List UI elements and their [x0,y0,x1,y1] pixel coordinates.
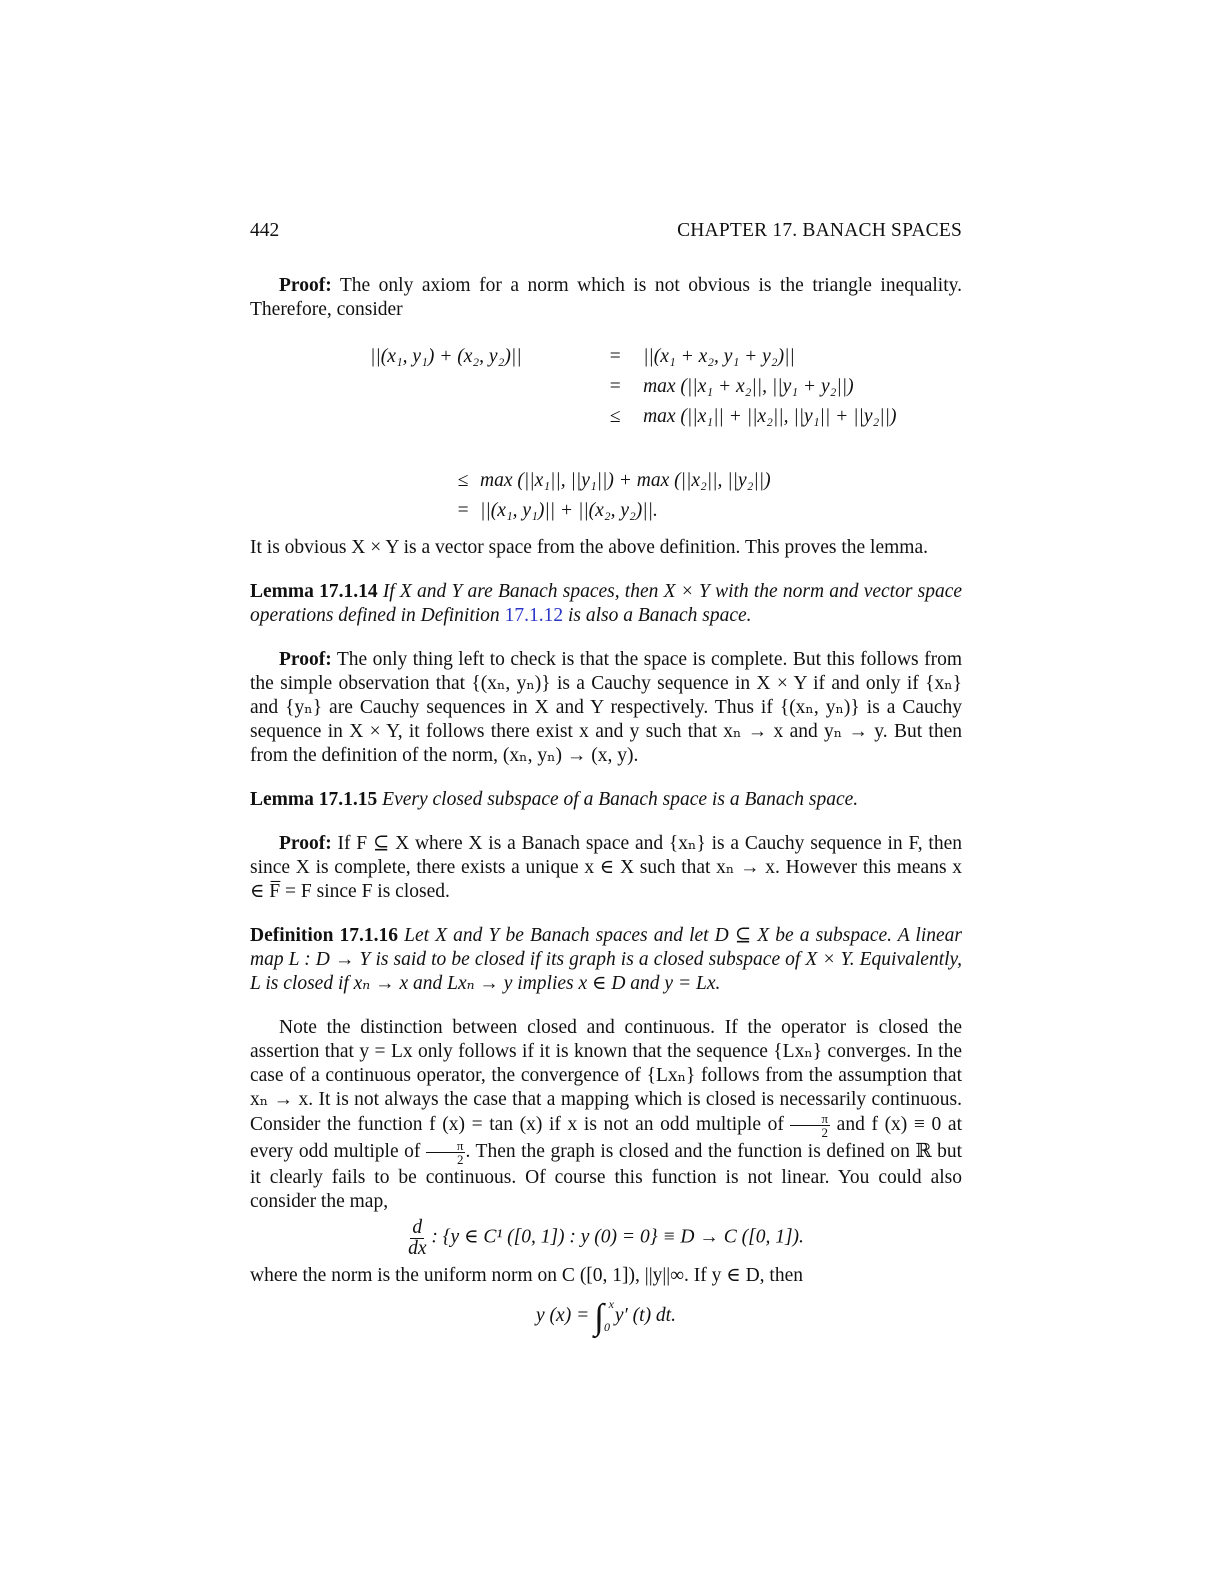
integral-lower: 0 [603,1319,610,1334]
lemma-text: Every closed subspace of a Banach space is a Banach space. [382,789,859,810]
lemma-17-1-14 [250,580,962,628]
proof-label: Proof: [279,833,332,854]
integral-lhs: y (x) = [536,1305,590,1326]
pi-over-two-fraction: $\frac{\pi}{2}$ [426,1139,466,1166]
eq1-lhs-1 [370,372,587,402]
eq2-rhs-0: max (||x₁||, ||y₁||) + max (||x₂||, ||y₂||) [480,470,771,491]
eq1-lhs-2 [370,402,587,432]
proof-complete [250,648,962,768]
eq1-rhs-0: ||(x₁ + x₂, y₁ + y₂)|| [643,346,795,367]
closed-vs-continuous-note [250,1016,962,1214]
eq2-rel-1: = [456,500,470,521]
proof-label: Proof: [279,649,332,670]
equation-block-1 [370,342,962,432]
eq1-lhs-0: ||(x₁, y₁) + (x₂, y₂)|| [370,346,522,367]
chapter-title: CHAPTER 17. BANACH SPACES [677,220,962,241]
map-rest: : {y ∈ C¹ ([0, 1]) : y (0) = 0} ≡ D → C ([0, 1]). [431,1226,804,1248]
page-number: 442 [250,220,280,241]
lemma-text-b: is also a Banach space. [567,605,752,626]
eq1-rel-1: = [608,376,622,397]
eq1-rhs-2: max (||x₁|| + ||x₂||, ||y₁|| + ||y₂||) [643,406,897,427]
integral-sign: ∫ [594,1296,604,1337]
note-text-b: and f (x) ≡ 0 at every odd multiple of [250,1113,962,1162]
lemma-label: Lemma 17.1.15 [250,789,378,810]
eq2-rel-0: ≤ [457,470,469,491]
page-body [250,274,963,1337]
proof-text: If F ⊆ X where X is a Banach space and {xₙ} is a Cauchy sequence in F, then since X is complete, there exists a unique x ∈ X such that xₙ → x. However this means x ∈ F̅ = F since F is closed. [250,833,963,902]
definition-ref-link[interactable]: 17.1.12 [504,605,564,626]
eq1-rel-0: = [608,346,622,367]
proof-closed-subspace [250,832,962,904]
proof-text: The only thing left to check is that the space is complete. But this follows from the simple observation that {(xₙ, yₙ)} is a Cauchy sequence in X × Y if and only if {xₙ} and {yₙ} are Cauchy sequences in X and Y respectively. Thus if {(xₙ, yₙ)} is a Cauchy sequence in X × Y, it follows there exist x and y such that xₙ → x and yₙ → y. But then from the definition of the norm, (xₙ, yₙ) → (x, y). [250,649,962,766]
running-header [250,219,962,245]
eq1-rel-2: ≤ [609,406,621,427]
proof-label: Proof: [279,275,332,296]
integral-equation [250,1296,962,1337]
pi-over-two-fraction: $\frac{\pi}{2}$ [790,1112,830,1139]
eq1-rhs-1: max (||x₁ + x₂||, ||y₁ + y₂||) [643,376,854,397]
note-text-a: Note the distinction between closed and continuous. If the operator is closed the assertion that y = Lx only follows if it is known that the sequence {Lxₙ} converges. In the case of a continuous operator, the convergence of {Lxₙ} follows from the assumption that xₙ → x. It is not always the case that a mapping which is closed is necessarily continuous. Consider the function f (x) = tan (x) if x is not an odd multiple of [250,1017,962,1135]
derivative-fraction: $\frac{d}{dx}$ [408,1217,427,1259]
integrand: y′ (t) dt. [614,1305,676,1326]
note-text-c: . Then the graph is closed and the function is defined on ℝ but it clearly fails to be continuous. Of course this function is not linear. You could also consider the map, [250,1140,963,1212]
lemma-label: Lemma 17.1.14 [250,581,378,602]
uniform-norm-text: where the norm is the uniform norm on C ([0, 1]), ||y||∞. If y ∈ D, then [250,1265,804,1286]
eq2-rhs-1: ||(x₁, y₁)|| + ||(x₂, y₂)||. [480,500,658,521]
definition-17-1-16 [250,924,962,996]
integral-upper: x [608,1297,614,1311]
lemma-17-1-15 [250,788,962,812]
definition-text: Let X and Y be Banach spaces and let D ⊆ X be a subspace. A linear map L : D → Y is said to be closed if its graph is a closed subspace of X × Y. Equivalently, L is closed if xₙ → x and Lxₙ → y implies x ∈ D and y = Lx. [250,925,963,994]
derivative-map-equation [250,1218,962,1258]
proof-triangle-inequality [250,274,962,322]
definition-label: Definition 17.1.16 [250,925,399,946]
equation-block-2 [446,466,962,526]
proof-text: The only axiom for a norm which is not obvious is the triangle inequality. Therefore, consider [250,275,962,320]
lemma-text-a: If X and Y are Banach spaces, then X × Y with the norm and vector space operations defined in Definition [250,581,963,626]
lemma-conclusion: It is obvious X × Y is a vector space from the above definition. This proves the lemma. [250,537,928,558]
